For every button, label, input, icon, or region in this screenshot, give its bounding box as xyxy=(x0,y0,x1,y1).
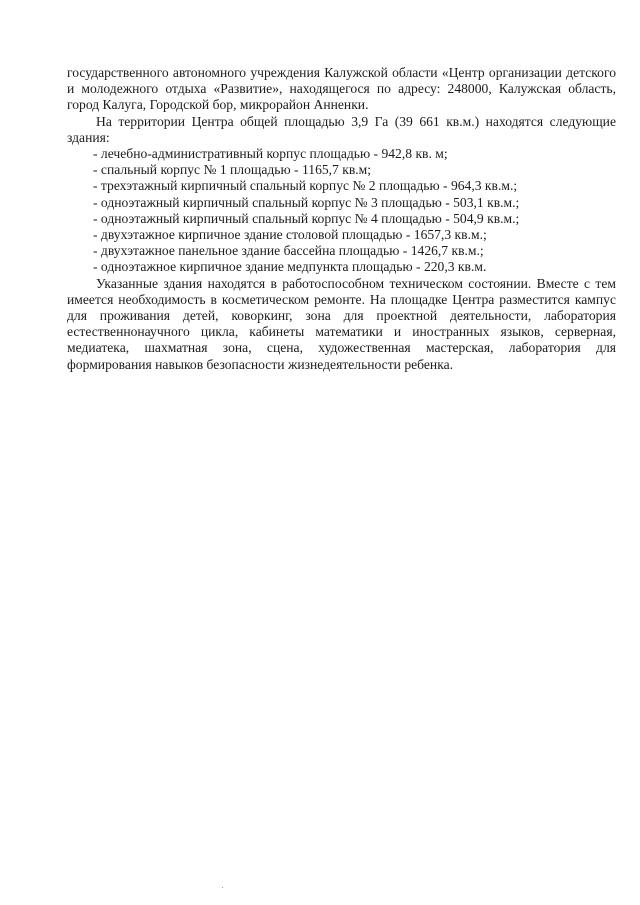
document-page xyxy=(67,65,616,373)
list-item: - одноэтажное кирпичное здание медпункта площадью - 220,3 кв.м. xyxy=(93,259,487,275)
list-item: - трехэтажный кирпичный спальный корпус № 2 площадью - 964,3 кв.м.; xyxy=(93,178,518,194)
list-item: - спальный корпус № 1 площадью - 1165,7 кв.м; xyxy=(93,162,372,178)
list-item: - двухэтажное кирпичное здание столовой площадью - 1657,3 кв.м.; xyxy=(93,227,487,243)
list-item: - одноэтажный кирпичный спальный корпус № 3 площадью - 503,1 кв.м.; xyxy=(93,194,520,210)
buildings-list xyxy=(67,146,616,276)
list-item: - лечебно-административный корпус площадью - 942,8 кв. м; xyxy=(93,146,448,162)
list-item: - одноэтажный кирпичный спальный корпус № 4 площадью - 504,9 кв.м.; xyxy=(93,210,520,226)
scan-speck xyxy=(222,887,223,888)
condition-paragraph: Указанные здания находятся в работоспособном техническом состоянии. Вместе с тем имеется необходимость в косметическом ремонте. На площадке Центра разместится кампус для проживания детей, коворкинг, зона для проектной деятельности, лаборатория естественнонаучного цикла, кабинеты математики и иностранных языков, серверная, медиатека, шахматная зона, сцена, художественная мастерская, лаборатория для формирования навыков безопасности жизнедеятельности ребенка. xyxy=(67,275,616,372)
intro-paragraph: государственного автономного учреждения Калужской области «Центр организации детского и молодежного отдыха «Развитие», находящегося по адресу: 248000, Калужская область, город Калуга, Городской бор, микрорайон Анненки. xyxy=(67,65,616,113)
list-item: - двухэтажное панельное здание бассейна площадью - 1426,7 кв.м.; xyxy=(93,243,484,259)
territory-paragraph: На территории Центра общей площадью 3,9 Га (39 661 кв.м.) находятся следующие здания: xyxy=(67,113,616,145)
